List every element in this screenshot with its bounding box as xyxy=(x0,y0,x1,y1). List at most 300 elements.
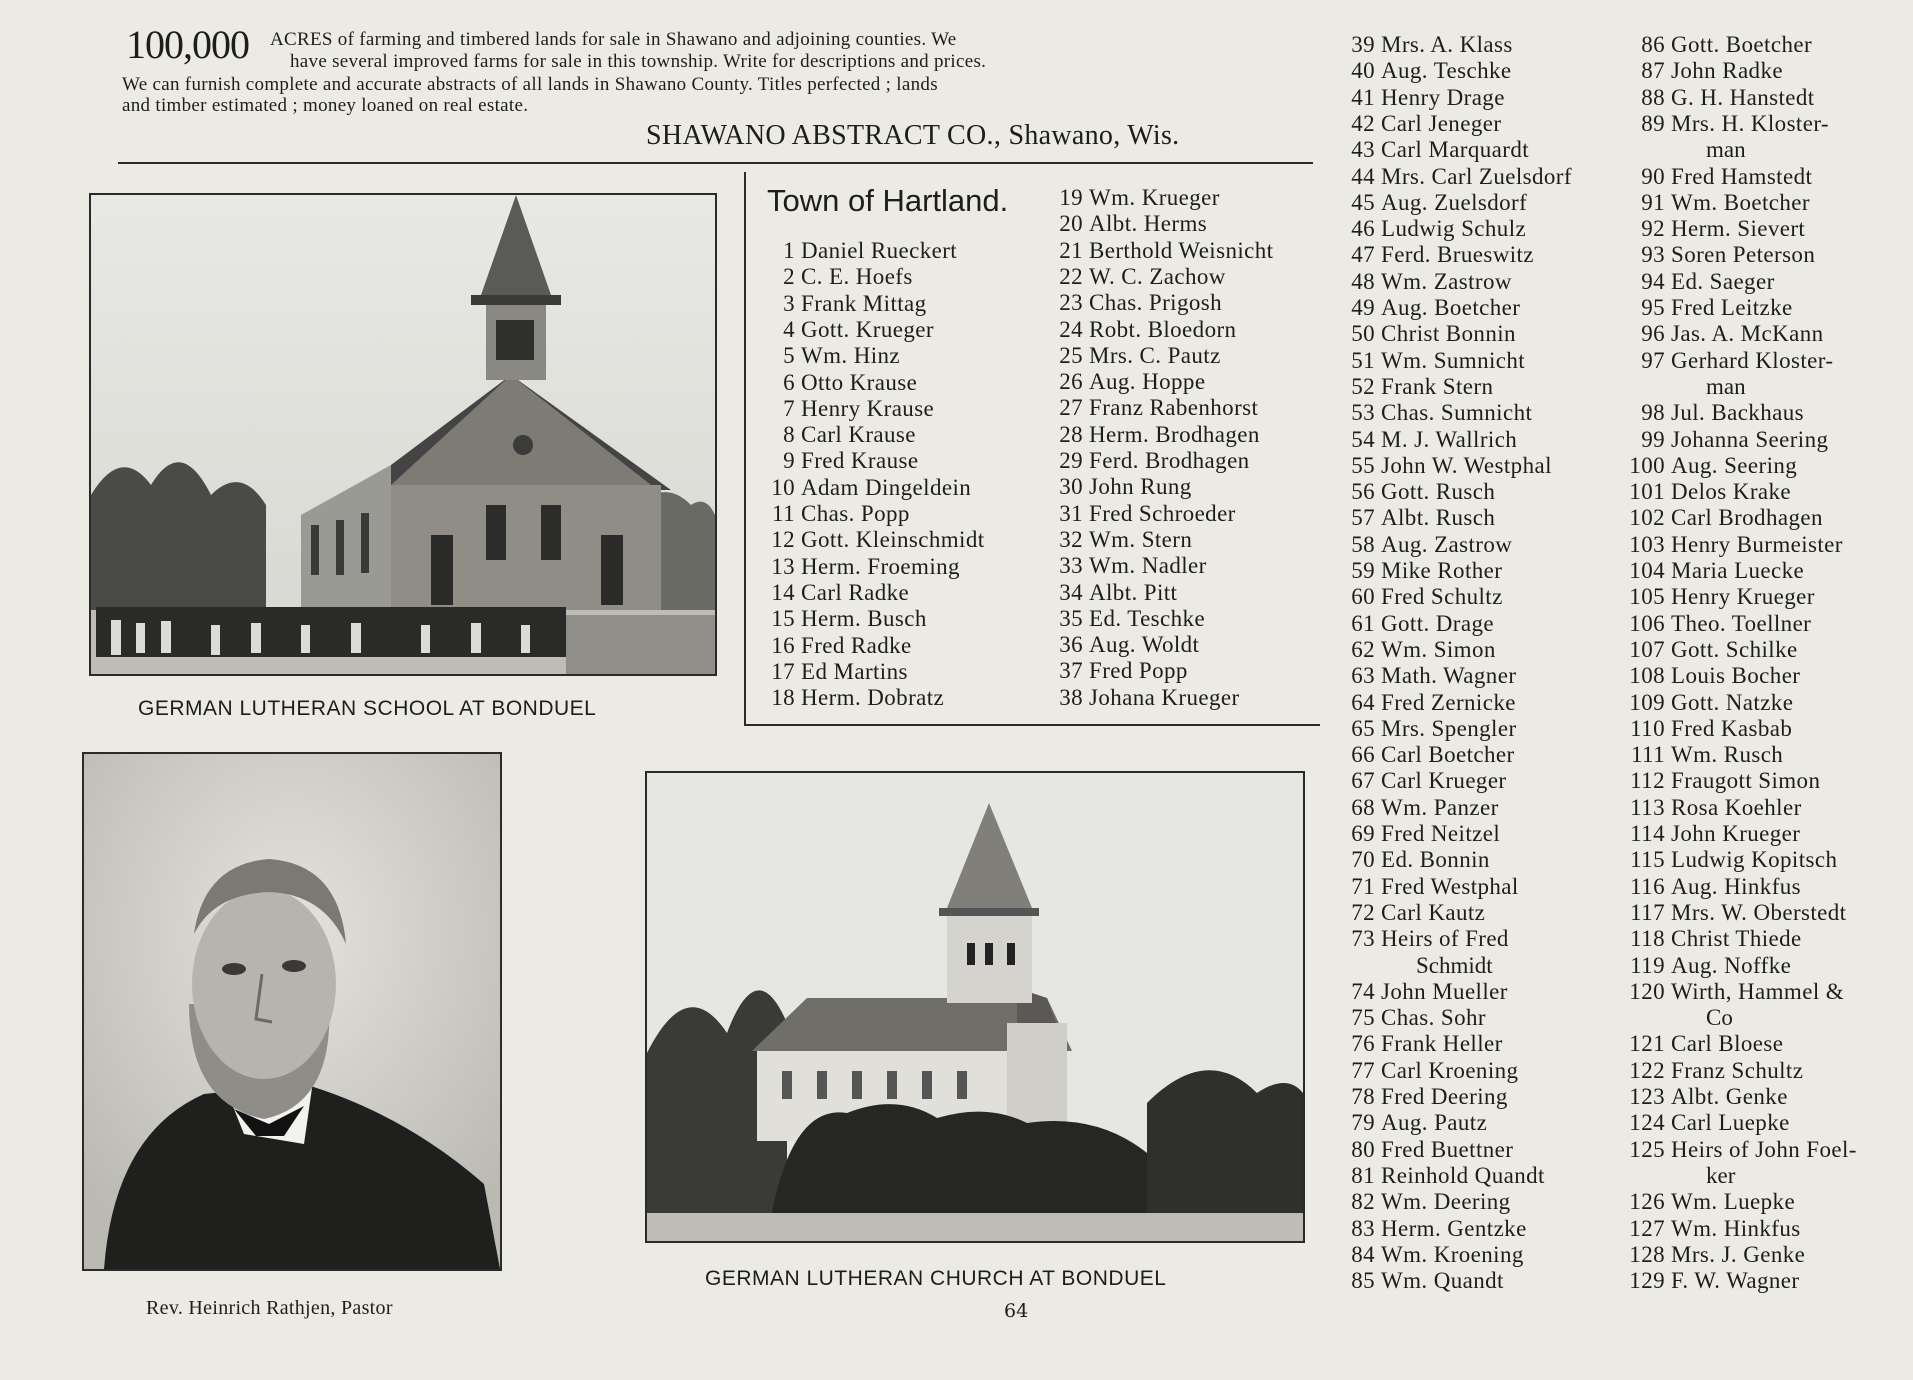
owner-number: 69 xyxy=(1351,821,1375,846)
owner-number: 57 xyxy=(1351,505,1375,531)
owner-number: 26 xyxy=(1059,369,1083,395)
owner-name: Fred Schultz xyxy=(1381,584,1503,610)
owner-entry xyxy=(1605,190,1810,216)
owner-number: 9 xyxy=(783,448,795,474)
owner-name: Carl Krueger xyxy=(1381,768,1507,794)
owner-number: 50 xyxy=(1351,321,1375,347)
owner-name: Aug. Hinkfus xyxy=(1671,873,1802,899)
owner-entry xyxy=(1315,111,1501,137)
owner-name: Albt. Genke xyxy=(1671,1084,1788,1109)
owner-entry xyxy=(1315,611,1494,637)
owner-entry xyxy=(1315,874,1519,900)
owner-number: 86 xyxy=(1641,32,1665,57)
owner-entry xyxy=(1315,1084,1508,1110)
owner-entry xyxy=(1605,821,1800,847)
owner-number: 20 xyxy=(1059,211,1083,237)
owner-number: 37 xyxy=(1059,658,1083,684)
owner-entry xyxy=(1315,768,1507,794)
owner-number: 76 xyxy=(1351,1031,1375,1057)
owner-number: 81 xyxy=(1351,1162,1375,1188)
owner-name: Franz Schultz xyxy=(1671,1057,1804,1083)
owner-number: 72 xyxy=(1351,899,1375,925)
owner-entry xyxy=(1605,979,1844,1005)
owner-name: Carl Luepke xyxy=(1671,1110,1790,1136)
owner-name: Ed. Saeger xyxy=(1671,268,1775,294)
owner-entry xyxy=(1023,580,1177,606)
owner-entry xyxy=(1023,185,1220,211)
owner-number: 66 xyxy=(1351,742,1375,768)
owner-number: 62 xyxy=(1351,636,1375,662)
owner-entry xyxy=(735,448,918,474)
owner-number: 63 xyxy=(1351,663,1375,689)
owner-name: Berthold Weisnicht xyxy=(1089,237,1274,263)
owner-name: Christ Thiede xyxy=(1671,926,1802,952)
owner-name: Gott. Boetcher xyxy=(1671,32,1813,57)
owner-name: Gott. Kleinschmidt xyxy=(801,527,985,553)
owner-number: 39 xyxy=(1351,32,1375,57)
owner-entry xyxy=(735,343,900,369)
owner-entry xyxy=(1315,242,1534,268)
owner-name: Ludwig Kopitsch xyxy=(1671,847,1838,873)
ad-text-line-4: and timber estimated ; money loaned on real estate. xyxy=(122,95,529,116)
owner-name: Herm. Sievert xyxy=(1671,216,1806,242)
owner-number: 54 xyxy=(1351,426,1375,452)
owner-number: 113 xyxy=(1630,794,1665,820)
owner-number: 123 xyxy=(1629,1084,1665,1109)
owner-name: Fred Westphal xyxy=(1381,873,1519,899)
owner-number: 48 xyxy=(1351,268,1375,294)
owner-number: 105 xyxy=(1629,584,1665,610)
owner-number: 126 xyxy=(1629,1189,1665,1215)
owner-entry xyxy=(1605,479,1791,505)
owner-number: 38 xyxy=(1059,684,1083,710)
owner-name: Fred Buettner xyxy=(1381,1136,1514,1162)
owner-name: Gott. Natzke xyxy=(1671,689,1794,715)
owner-name-continuation: Schmidt xyxy=(1416,952,1493,978)
owner-name: Daniel Rueckert xyxy=(801,238,958,263)
owner-number: 15 xyxy=(771,606,795,632)
owner-name: Carl Radke xyxy=(801,579,910,605)
owner-name: Carl Kautz xyxy=(1381,899,1486,925)
owner-entry xyxy=(1023,658,1188,684)
page-number: 64 xyxy=(1004,1300,1029,1322)
owner-entry xyxy=(1023,501,1236,527)
owner-entry xyxy=(1605,611,1811,637)
owner-name: Aug. Pautz xyxy=(1381,1110,1488,1136)
owner-entry xyxy=(1315,269,1512,295)
owner-number: 112 xyxy=(1630,768,1665,794)
owner-number: 79 xyxy=(1351,1110,1375,1136)
owner-name: Theo. Toellner xyxy=(1671,610,1812,636)
pastor-portrait-photo xyxy=(82,752,502,1271)
owner-entry xyxy=(1605,558,1804,584)
owner-name: John Mueller xyxy=(1381,978,1508,1004)
owner-entry xyxy=(1605,453,1797,479)
owner-number: 61 xyxy=(1351,610,1375,636)
owner-entry xyxy=(1315,85,1505,111)
owner-name: Mrs. H. Kloster- xyxy=(1671,110,1829,136)
owner-name: Wm. Kroening xyxy=(1381,1241,1524,1267)
owner-number: 88 xyxy=(1641,84,1665,110)
owner-number: 60 xyxy=(1351,584,1375,610)
owner-name: Wm. Hinz xyxy=(801,343,901,369)
owner-entry xyxy=(1315,216,1526,242)
owner-name: Wm. Stern xyxy=(1089,526,1193,552)
owner-name: Herm. Gentzke xyxy=(1381,1215,1527,1241)
owner-entry xyxy=(1023,238,1273,264)
owner-number: 23 xyxy=(1059,290,1083,316)
owner-name: Frank Mittag xyxy=(801,290,927,316)
owner-entry xyxy=(1605,216,1805,242)
owner-entry xyxy=(1315,374,1493,400)
owner-entry xyxy=(1605,1031,1783,1057)
owner-entry xyxy=(1315,847,1490,873)
owner-number: 110 xyxy=(1630,715,1665,741)
ad-text-line-3: We can furnish complete and accurate abstracts of all lands in Shawano County. Titles perfected ; lands xyxy=(122,74,938,95)
owner-entry xyxy=(1605,348,1833,374)
owner-number: 14 xyxy=(771,579,795,605)
owner-name: Mike Rother xyxy=(1381,558,1503,583)
owner-number: 45 xyxy=(1351,189,1375,215)
owner-name: Franz Rabenhorst xyxy=(1089,395,1259,421)
owner-name: Mrs. Spengler xyxy=(1381,715,1517,741)
owner-number: 92 xyxy=(1641,216,1665,242)
owner-name: Fred Krause xyxy=(801,448,919,474)
owner-number: 106 xyxy=(1629,610,1665,636)
owner-entry xyxy=(735,317,934,343)
owner-name: Ed. Bonnin xyxy=(1381,847,1490,873)
owner-entry xyxy=(735,501,910,527)
owner-number: 34 xyxy=(1059,579,1083,605)
owner-name: Aug. Seering xyxy=(1671,452,1798,478)
owner-entry xyxy=(1605,505,1823,531)
owner-name: Herm. Froeming xyxy=(801,553,960,579)
owner-entry xyxy=(735,370,917,396)
owner-entry xyxy=(1023,211,1207,237)
owner-name: Ed. Teschke xyxy=(1089,605,1206,631)
owner-entry xyxy=(1315,1268,1504,1294)
owner-entry xyxy=(1315,584,1503,610)
owner-entry xyxy=(1605,85,1815,111)
owner-entry xyxy=(1315,479,1495,505)
owner-number: 77 xyxy=(1351,1057,1375,1083)
owner-number: 87 xyxy=(1641,58,1665,84)
owner-entry xyxy=(1023,553,1207,579)
owner-name: Fred Hamstedt xyxy=(1671,163,1813,189)
owner-entry xyxy=(1315,979,1508,1005)
owner-name: Carl Boetcher xyxy=(1381,742,1515,768)
owner-number: 17 xyxy=(771,658,795,684)
owner-number: 101 xyxy=(1629,479,1665,505)
owner-entry xyxy=(735,633,912,659)
owner-name: Wm. Deering xyxy=(1381,1189,1511,1215)
owner-number: 73 xyxy=(1351,926,1375,952)
owner-entry xyxy=(1315,1031,1503,1057)
owner-number: 107 xyxy=(1629,636,1665,662)
owner-name: Johanna Seering xyxy=(1671,426,1829,452)
owner-number: 100 xyxy=(1629,452,1665,478)
owner-entry xyxy=(1605,874,1801,900)
owner-number: 43 xyxy=(1351,137,1375,163)
owner-name: Carl Kroening xyxy=(1381,1057,1519,1083)
owner-name: Frank Heller xyxy=(1381,1031,1503,1057)
owner-number: 55 xyxy=(1351,452,1375,478)
owner-name: Wm. Panzer xyxy=(1381,794,1499,820)
owner-entry xyxy=(735,606,927,632)
owner-number: 32 xyxy=(1059,526,1083,552)
owner-entry xyxy=(735,527,985,553)
owner-number: 84 xyxy=(1351,1241,1375,1267)
pastor-photo-caption: Rev. Heinrich Rathjen, Pastor xyxy=(146,1297,393,1319)
owner-name: Soren Peterson xyxy=(1671,242,1816,268)
owner-number: 4 xyxy=(783,316,795,342)
owner-number: 19 xyxy=(1059,185,1083,210)
owner-entry xyxy=(1315,348,1525,374)
owner-name: Wm. Krueger xyxy=(1089,185,1220,210)
owner-name: Aug. Hoppe xyxy=(1089,369,1206,395)
owner-number: 30 xyxy=(1059,474,1083,500)
owner-entry xyxy=(1605,1189,1795,1215)
church-photo xyxy=(645,771,1305,1243)
owner-name: Ferd. Brueswitz xyxy=(1381,242,1534,268)
owner-number: 89 xyxy=(1641,110,1665,136)
owner-name: Herm. Dobratz xyxy=(801,685,945,711)
owner-number: 29 xyxy=(1059,448,1083,473)
owner-entry xyxy=(1023,448,1250,474)
owner-number: 41 xyxy=(1351,84,1375,110)
owner-number: 98 xyxy=(1641,400,1665,426)
owner-number: 2 xyxy=(783,264,795,290)
owner-number: 75 xyxy=(1351,1005,1375,1031)
owner-name: M. J. Wallrich xyxy=(1381,426,1518,452)
owner-name: Fraugott Simon xyxy=(1671,768,1821,794)
owner-name: Math. Wagner xyxy=(1381,663,1517,689)
owner-number: 35 xyxy=(1059,605,1083,631)
owner-number: 124 xyxy=(1629,1110,1665,1136)
owner-name: Chas. Popp xyxy=(801,501,910,526)
owner-number: 7 xyxy=(783,395,795,421)
owner-entry xyxy=(1315,532,1512,558)
owner-entry xyxy=(1315,58,1512,84)
owner-number: 25 xyxy=(1059,342,1083,368)
owner-number: 97 xyxy=(1641,347,1665,373)
owner-number: 94 xyxy=(1641,268,1665,294)
owner-number: 16 xyxy=(771,632,795,658)
owner-name: G. H. Hanstedt xyxy=(1671,84,1815,110)
owner-name: Jul. Backhaus xyxy=(1671,400,1804,426)
owner-number: 90 xyxy=(1641,163,1665,189)
owner-entry xyxy=(1605,1268,1799,1294)
owner-name: Chas. Sumnicht xyxy=(1381,400,1533,426)
owner-name: Ferd. Brodhagen xyxy=(1089,448,1250,473)
owner-name: Christ Bonnin xyxy=(1381,321,1516,347)
owner-name-continuation: man xyxy=(1706,373,1746,399)
owner-name: Otto Krause xyxy=(801,369,918,395)
owner-name: Maria Luecke xyxy=(1671,558,1805,583)
owner-entry xyxy=(1315,400,1532,426)
owner-name: Carl Bloese xyxy=(1671,1031,1784,1057)
owner-name: F. W. Wagner xyxy=(1671,1268,1800,1294)
owner-number: 31 xyxy=(1059,500,1083,526)
owner-name: Gott. Schilke xyxy=(1671,636,1798,662)
owner-entry xyxy=(1605,58,1783,84)
owner-name: Wm. Sumnicht xyxy=(1381,347,1526,373)
owner-name: Henry Burmeister xyxy=(1671,531,1843,557)
ad-divider-rule xyxy=(118,162,1313,164)
owner-entry xyxy=(1023,369,1205,395)
owner-entry xyxy=(1605,795,1802,821)
owner-number: 120 xyxy=(1629,978,1665,1004)
owner-entry xyxy=(1315,190,1527,216)
owner-number: 42 xyxy=(1351,110,1375,136)
owner-name: Ed Martins xyxy=(801,658,908,684)
owner-number: 82 xyxy=(1351,1189,1375,1215)
owner-entry xyxy=(1605,242,1815,268)
owner-entry xyxy=(1315,821,1500,847)
owner-name: Wirth, Hammel & xyxy=(1671,978,1845,1004)
owner-name: Fred Popp xyxy=(1089,658,1188,684)
owner-number: 117 xyxy=(1630,899,1665,925)
owner-entry xyxy=(1605,532,1843,558)
owner-name: Wm. Zastrow xyxy=(1381,268,1512,294)
owner-name: Carl Jeneger xyxy=(1381,110,1502,136)
owner-entry xyxy=(1605,269,1775,295)
owner-number: 5 xyxy=(783,343,795,369)
owner-entry xyxy=(1023,395,1258,421)
owner-entry xyxy=(1315,295,1520,321)
owner-entry xyxy=(1315,637,1496,663)
ad-text-line-2: have several improved farms for sale in this township. Write for descriptions and prices. xyxy=(290,51,987,72)
owner-number: 40 xyxy=(1351,58,1375,84)
owner-name: Gott. Rusch xyxy=(1381,479,1496,505)
list-bottom-rule xyxy=(744,724,1320,726)
owner-entry xyxy=(1605,32,1812,58)
owner-entry xyxy=(1315,164,1572,190)
owner-name: Wm. Simon xyxy=(1381,636,1496,662)
owner-number: 52 xyxy=(1351,373,1375,399)
owner-number: 128 xyxy=(1629,1241,1665,1267)
owner-name: Aug. Teschke xyxy=(1381,58,1512,84)
owner-entry xyxy=(1605,768,1820,794)
owner-entry xyxy=(1315,795,1499,821)
owner-number: 125 xyxy=(1629,1136,1665,1162)
owner-entry xyxy=(1605,953,1791,979)
owner-number: 1 xyxy=(783,238,795,263)
owner-name: Chas. Prigosh xyxy=(1089,290,1222,316)
owner-number: 10 xyxy=(771,474,795,500)
owner-number: 85 xyxy=(1351,1268,1375,1294)
owner-entry xyxy=(1315,558,1502,584)
owner-number: 116 xyxy=(1630,873,1665,899)
owner-name: Gott. Krueger xyxy=(801,316,934,342)
owner-number: 95 xyxy=(1641,295,1665,320)
owner-entry xyxy=(1023,317,1236,343)
owner-entry xyxy=(1023,343,1221,369)
owner-entry xyxy=(1023,474,1192,500)
owner-number: 3 xyxy=(783,290,795,316)
owner-entry xyxy=(1315,1110,1487,1136)
owner-entry xyxy=(1315,453,1552,479)
owner-name: Aug. Boetcher xyxy=(1381,295,1521,320)
owner-entry xyxy=(1315,1005,1486,1031)
owner-entry xyxy=(1023,290,1222,316)
owner-name: Louis Bocher xyxy=(1671,663,1801,689)
owner-name: Robt. Bloedorn xyxy=(1089,316,1237,342)
owner-entry xyxy=(735,580,909,606)
owner-entry xyxy=(1315,716,1517,742)
owner-number: 91 xyxy=(1641,189,1665,215)
owner-name: Fred Zernicke xyxy=(1381,689,1516,715)
owner-entry xyxy=(735,291,927,317)
owner-entry xyxy=(1605,637,1798,663)
owner-number: 129 xyxy=(1629,1268,1665,1294)
owner-entry xyxy=(1023,422,1260,448)
owner-number: 6 xyxy=(783,369,795,395)
owner-number: 27 xyxy=(1059,395,1083,421)
owner-number: 47 xyxy=(1351,242,1375,268)
owner-name: Mrs. C. Pautz xyxy=(1089,342,1221,368)
owner-number: 64 xyxy=(1351,689,1375,715)
owner-entry xyxy=(735,264,913,290)
owner-name: Albt. Pitt xyxy=(1089,579,1178,605)
owner-entry xyxy=(1605,321,1824,347)
owner-number: 70 xyxy=(1351,847,1375,873)
owner-entry xyxy=(1023,264,1226,290)
school-photo-caption: GERMAN LUTHERAN SCHOOL AT BONDUEL xyxy=(138,697,597,720)
owner-entry xyxy=(735,475,971,501)
owner-number: 8 xyxy=(783,422,795,448)
owner-number: 12 xyxy=(771,527,795,553)
owner-entry xyxy=(1315,900,1485,926)
owner-number: 18 xyxy=(771,685,795,711)
owner-name: W. C. Zachow xyxy=(1089,263,1226,289)
owner-name: Herm. Brodhagen xyxy=(1089,421,1260,447)
owner-entry xyxy=(735,422,916,448)
owner-entry xyxy=(735,659,908,685)
owner-name: Frank Stern xyxy=(1381,373,1494,399)
owner-number: 28 xyxy=(1059,421,1083,447)
owner-number: 59 xyxy=(1351,558,1375,583)
owner-entry xyxy=(1605,847,1837,873)
owner-number: 68 xyxy=(1351,794,1375,820)
owner-number: 93 xyxy=(1641,242,1665,268)
owner-entry xyxy=(1605,900,1846,926)
owner-name: Wm. Rusch xyxy=(1671,742,1784,768)
owner-name: C. E. Hoefs xyxy=(801,264,913,290)
owner-entry xyxy=(1315,321,1516,347)
owner-name: Wm. Luepke xyxy=(1671,1189,1796,1215)
owner-entry xyxy=(735,554,960,580)
owner-entry xyxy=(735,238,957,264)
owner-entry xyxy=(1315,742,1515,768)
owner-entry xyxy=(1605,584,1815,610)
owner-name: Aug. Woldt xyxy=(1089,632,1200,658)
owner-name: John Rung xyxy=(1089,474,1192,500)
owner-entry xyxy=(1023,527,1192,553)
owner-number: 71 xyxy=(1351,873,1375,899)
owner-name: Delos Krake xyxy=(1671,479,1791,505)
owner-name: Henry Drage xyxy=(1381,84,1505,110)
owner-entry xyxy=(1605,111,1829,137)
owner-name: Heirs of Fred xyxy=(1381,926,1509,952)
school-photo xyxy=(89,193,717,676)
owner-entry xyxy=(1315,663,1516,689)
owner-entry xyxy=(1605,1084,1788,1110)
owner-name: Adam Dingeldein xyxy=(801,474,972,500)
owner-name-continuation: ker xyxy=(1706,1162,1736,1188)
owner-name-continuation: man xyxy=(1706,137,1746,163)
owner-number: 127 xyxy=(1629,1215,1665,1241)
